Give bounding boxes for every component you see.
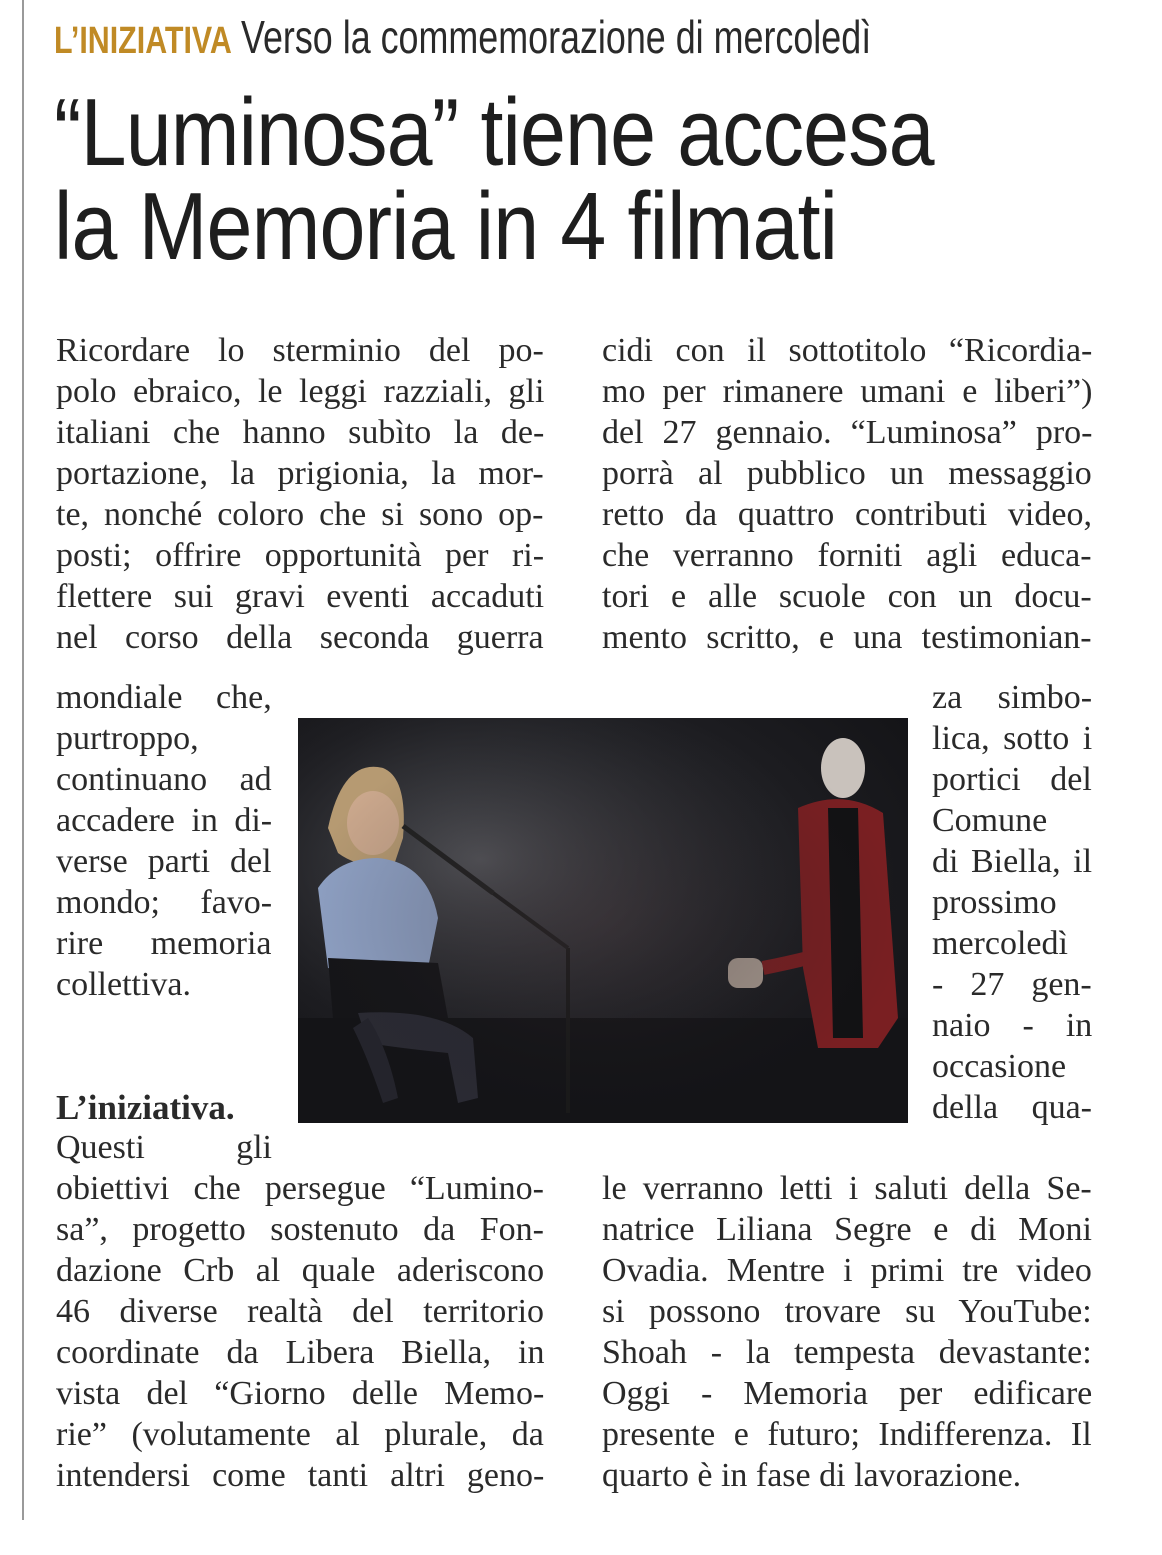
text-line: si possono trovare su YouTube: — [602, 1293, 1092, 1330]
kicker-tag: L’INIZIATIVA — [54, 20, 232, 62]
headline-line-2: la Memoria in 4 filmati — [54, 173, 838, 280]
text-line: rire memoria — [56, 925, 272, 962]
column-left-top — [56, 330, 544, 658]
text-line: occasione — [932, 1048, 1067, 1085]
column-rule — [22, 0, 24, 1520]
text-line: - 27 gen- — [932, 966, 1092, 1003]
text-line: della qua- — [932, 1089, 1092, 1126]
text-line: italiani che hanno subìto la de- — [56, 414, 544, 451]
text-line: continuano ad — [56, 761, 272, 798]
word-questi: Questi — [56, 1129, 145, 1166]
text-line: natrice Liliana Segre e di Moni — [602, 1211, 1092, 1248]
column-left-narrow — [56, 677, 272, 1005]
kicker-text: Verso la commemorazione di mercoledì — [240, 11, 871, 63]
text-line: za simbo- — [932, 679, 1092, 716]
text-line: porrà al pubblico un messaggio — [602, 455, 1092, 492]
text-line: mercoledì — [932, 925, 1068, 962]
text-line: lica, sotto i — [932, 720, 1092, 757]
text-line: portici del — [932, 761, 1092, 798]
text-line: tori e alle scuole con un docu- — [602, 578, 1092, 615]
text-line: vista del “Giorno delle Memo- — [56, 1375, 544, 1412]
text-line: verse parti del — [56, 843, 272, 880]
text-line: del 27 gennaio. “Luminosa” pro- — [602, 414, 1092, 451]
text-line: Oggi - Memoria per edificare — [602, 1375, 1092, 1412]
text-line: nel corso della seconda guerra — [56, 619, 544, 656]
subhead-block — [56, 1087, 272, 1128]
column-right-top — [602, 330, 1092, 658]
text-line: quarto è in fase di lavorazione. — [602, 1457, 1022, 1494]
text-line: Shoah - la tempesta devastante: — [602, 1334, 1092, 1371]
text-line: le verranno letti i saluti della Se- — [602, 1170, 1092, 1207]
text-line: mo per rimanere umani e liberi”) — [602, 373, 1092, 410]
column-left-bottom — [56, 1168, 544, 1496]
text-line: dazione Crb al quale aderiscono — [56, 1252, 544, 1289]
column-right-narrow — [932, 677, 1092, 1128]
text-line: obiettivi che persegue “Lumino- — [56, 1170, 544, 1207]
text-line: presente e futuro; Indifferenza. Il — [602, 1416, 1092, 1453]
text-line: sa”, progetto sostenuto da Fon- — [56, 1211, 544, 1248]
text-line: retto da quattro contributi video, — [602, 496, 1092, 533]
text-line: rie” (volutamente al plurale, da — [56, 1416, 544, 1453]
headline — [54, 79, 1144, 280]
stage-photo-illustration — [298, 718, 908, 1123]
text-line: di Biella, il — [932, 843, 1092, 880]
text-line: mondiale che, — [56, 679, 272, 716]
text-line: collettiva. — [56, 966, 192, 1003]
text-line: flettere sui gravi eventi accaduti — [56, 578, 544, 615]
text-line: 46 diverse realtà del territorio — [56, 1293, 544, 1330]
text-line: Ricordare lo sterminio del po- — [56, 332, 544, 369]
column-right-bottom — [602, 1168, 1092, 1496]
text-line: mento scritto, e una testimonian- — [602, 619, 1092, 656]
subhead: L’iniziativa. — [56, 1088, 235, 1127]
text-line: cidi con il sottotitolo “Ricordia- — [602, 332, 1092, 369]
text-line: Ovadia. Mentre i primi tre video — [602, 1252, 1092, 1289]
text-line: che verranno forniti agli educa- — [602, 537, 1092, 574]
text-line: polo ebraico, le leggi razziali, gli — [56, 373, 544, 410]
text-line: posti; offrire opportunità per ri- — [56, 537, 544, 574]
headline-line-1: “Luminosa” tiene accesa — [54, 79, 934, 186]
text-line: coordinate da Libera Biella, in — [56, 1334, 544, 1371]
kicker — [54, 10, 1144, 66]
text-line: mondo; favo- — [56, 884, 272, 921]
text-line: portazione, la prigionia, la mor- — [56, 455, 544, 492]
text-line: prossimo — [932, 884, 1057, 921]
text-line: te, nonché coloro che si sono op- — [56, 496, 544, 533]
article-photo — [298, 718, 908, 1123]
text-line: accadere in di- — [56, 802, 272, 839]
text-line: naio - in — [932, 1007, 1092, 1044]
text-line: Comune — [932, 802, 1048, 839]
column-left-questi — [56, 1127, 272, 1168]
text-line: purtroppo, — [56, 720, 199, 757]
text-line: intendersi come tanti altri geno- — [56, 1457, 544, 1494]
word-gli: gli — [236, 1129, 272, 1166]
